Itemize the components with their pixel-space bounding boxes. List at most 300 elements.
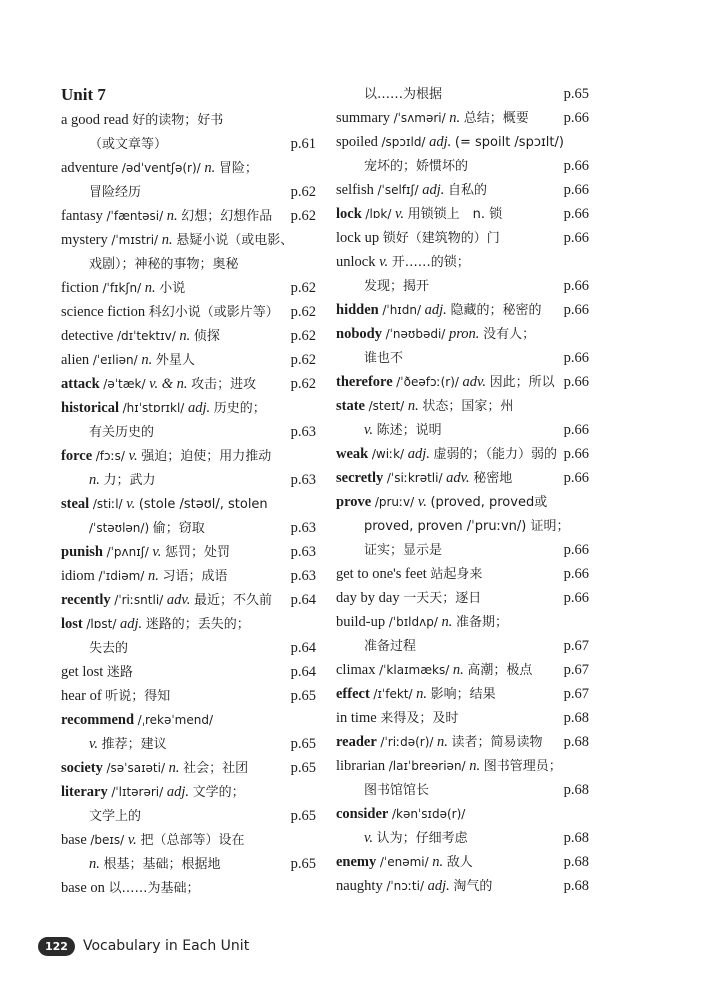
definition: 侦探 — [193, 329, 220, 344]
vocab-entry — [336, 562, 589, 586]
entry-text — [61, 280, 185, 296]
headword: day by day — [336, 590, 400, 606]
headword: nobody — [336, 326, 382, 342]
definition: 影响；结果 — [430, 687, 496, 702]
part-of-speech: v. — [128, 448, 138, 464]
vocab-entry — [61, 708, 316, 732]
entry-text — [61, 472, 156, 488]
vocab-entry — [61, 276, 316, 300]
page-reference: p.65 — [290, 808, 316, 824]
entry-text — [336, 158, 468, 174]
part-of-speech: v. — [364, 830, 373, 846]
part-of-speech: n. — [469, 758, 481, 774]
definition: 迷路 — [106, 665, 133, 680]
phonetic: /laɪˈbreəriən/ — [388, 759, 466, 773]
entry-text — [336, 518, 570, 534]
definition: 发现；揭开 — [364, 279, 430, 294]
definition: 没有人； — [483, 327, 536, 342]
entry-text — [61, 400, 266, 416]
headword: selfish — [336, 182, 374, 198]
page-reference: p.65 — [290, 856, 316, 872]
definition: 把（总部等）设在 — [140, 833, 245, 848]
vocab-entry — [61, 588, 316, 612]
definition: 历史的； — [213, 401, 266, 416]
vocab-entry — [61, 540, 316, 564]
vocab-entry — [61, 204, 316, 228]
headword: steal — [61, 496, 90, 512]
entry-text — [336, 110, 529, 126]
page-reference: p.63 — [290, 424, 316, 440]
vocab-entry — [336, 442, 589, 466]
definition: 陈述；说明 — [376, 423, 442, 438]
headword: a good read — [61, 112, 129, 128]
headword: fiction — [61, 280, 99, 296]
part-of-speech: n. — [416, 686, 428, 702]
headword: lost — [61, 616, 83, 632]
part-of-speech: n. — [89, 472, 100, 488]
entry-text — [336, 854, 473, 870]
part-of-speech: n. — [449, 110, 461, 126]
page-reference: p.66 — [563, 302, 589, 318]
definition: 敌人 — [446, 855, 473, 870]
definition: 文学上的 — [89, 809, 142, 824]
phonetic: /ˈklaɪmæks/ — [379, 663, 450, 677]
entry-text — [336, 422, 442, 438]
entry-text — [61, 880, 200, 896]
definition: 文学的； — [192, 785, 245, 800]
page-footer — [38, 934, 249, 958]
page-reference: p.66 — [563, 110, 589, 126]
phonetic: /ˈenəmi/ — [379, 855, 429, 869]
definition: (proved, proved或 — [430, 495, 548, 510]
part-of-speech: adj. — [424, 302, 447, 318]
definition: 谁也不 — [364, 351, 404, 366]
part-of-speech: n. — [437, 734, 448, 750]
headword: state — [336, 398, 365, 414]
entry-text — [336, 806, 465, 822]
headword: enemy — [336, 854, 377, 870]
entry-continuation — [61, 468, 316, 492]
phonetic: /ˈnəʊbədi/ — [385, 327, 446, 341]
vocab-entry — [336, 706, 589, 730]
part-of-speech: v. — [364, 422, 373, 438]
definition: 秘密地 — [473, 471, 513, 486]
entry-text — [336, 470, 512, 486]
page-reference: p.64 — [290, 664, 316, 680]
page-reference: p.63 — [290, 472, 316, 488]
part-of-speech: n. — [407, 398, 419, 414]
definition: 习语；成语 — [162, 569, 228, 584]
entry-text — [336, 782, 429, 798]
entry-continuation — [61, 516, 316, 540]
part-of-speech: v. — [89, 736, 98, 752]
definition: 惩罚；处罚 — [165, 545, 231, 560]
vocab-entry — [336, 226, 589, 250]
page-reference: p.62 — [290, 304, 316, 320]
vocab-entry — [336, 250, 589, 274]
page-reference: p.62 — [290, 328, 316, 344]
part-of-speech: n. — [179, 328, 191, 344]
entry-text — [61, 160, 258, 176]
part-of-speech: v. — [379, 254, 389, 270]
headword: hear of — [61, 688, 102, 704]
definition: 听说；得知 — [105, 689, 171, 704]
headword: punish — [61, 544, 103, 560]
headword: get to one's feet — [336, 566, 427, 582]
entry-text — [61, 520, 205, 536]
page-reference: p.66 — [563, 230, 589, 246]
entry-continuation — [336, 826, 589, 850]
definition: 戏剧）；神秘的事物；奥秘 — [89, 257, 239, 272]
entry-text — [336, 830, 468, 846]
definition: 自私的 — [447, 183, 487, 198]
definition: 虚弱的；（能力）弱的 — [433, 447, 558, 462]
part-of-speech: v. & n. — [149, 376, 188, 392]
definition: 总结；概要 — [463, 111, 529, 126]
definition: 强迫；迫使；用力推动 — [141, 449, 272, 464]
page-reference: p.66 — [563, 422, 589, 438]
headword: historical — [61, 400, 119, 416]
vocab-entry — [336, 106, 589, 130]
entry-continuation — [336, 778, 589, 802]
definition: 幻想；幻想作品 — [181, 209, 273, 224]
page-reference: p.68 — [563, 782, 589, 798]
entry-text — [336, 254, 470, 270]
definition: （或文章等） — [89, 137, 168, 152]
phonetic: /ˌrekəˈmend/ — [137, 713, 214, 727]
phonetic: /ˈðeəfɔː(r)/ — [396, 375, 459, 389]
entry-text — [61, 568, 227, 584]
definition: 最近；不久前 — [193, 593, 272, 608]
entry-text — [336, 182, 487, 198]
page-reference: p.68 — [563, 854, 589, 870]
right-column — [336, 82, 589, 898]
phonetic: /əˈtæk/ — [103, 377, 146, 391]
page-reference: p.65 — [290, 760, 316, 776]
entry-continuation — [336, 538, 589, 562]
part-of-speech: n. — [144, 280, 156, 296]
definition: 力；武力 — [103, 473, 156, 488]
page-reference: p.68 — [563, 734, 589, 750]
page-reference: p.66 — [563, 278, 589, 294]
part-of-speech: adj. — [166, 784, 189, 800]
headword: secretly — [336, 470, 384, 486]
headword: society — [61, 760, 103, 776]
entry-text — [61, 352, 195, 368]
vocab-entry — [336, 610, 589, 634]
entry-continuation — [61, 732, 316, 756]
vocab-entry — [336, 322, 589, 346]
definition: 根基；基础；根据地 — [103, 857, 221, 872]
entry-continuation — [61, 420, 316, 444]
entry-text — [61, 424, 154, 440]
definition: proved, proven /ˈpruːvn/) 证明； — [364, 519, 570, 534]
headword: mystery — [61, 232, 108, 248]
entry-text — [336, 278, 429, 294]
page-reference: p.65 — [290, 736, 316, 752]
phonetic: /steɪt/ — [368, 399, 405, 413]
entry-continuation — [336, 82, 589, 106]
phonetic: /lɒk/ — [365, 207, 392, 221]
headword: get lost — [61, 664, 104, 680]
part-of-speech: v. — [127, 832, 137, 848]
vocab-entry — [61, 876, 316, 900]
definition: 站起身来 — [430, 567, 483, 582]
vocab-entry — [336, 490, 589, 514]
definition: 高潮；极点 — [467, 663, 533, 678]
headword: climax — [336, 662, 376, 678]
phonetic: /ˈstəʊlən/) — [89, 521, 150, 535]
phonetic: /fɔːs/ — [95, 449, 125, 463]
vocab-entry — [336, 394, 589, 418]
entry-text — [336, 350, 403, 366]
definition: 因此；所以 — [489, 375, 555, 390]
vocab-entry — [336, 586, 589, 610]
phonetic: /ɪˈfekt/ — [373, 687, 413, 701]
phonetic: /kənˈsɪdə(r)/ — [391, 807, 466, 821]
page-reference: p.67 — [563, 638, 589, 654]
page-reference: p.66 — [563, 350, 589, 366]
definition: 有关历史的 — [89, 425, 155, 440]
page-reference: p.62 — [290, 280, 316, 296]
vocab-entry — [336, 202, 589, 226]
vocab-entry — [61, 564, 316, 588]
vocab-entry — [61, 228, 316, 252]
entry-continuation — [61, 852, 316, 876]
entry-text — [336, 230, 500, 246]
phonetic: /ˈhɪdn/ — [382, 303, 422, 317]
page-reference: p.66 — [563, 542, 589, 558]
vocab-entry — [61, 324, 316, 348]
phonetic: /pruːv/ — [374, 495, 415, 509]
entry-text — [336, 710, 458, 726]
vocab-entry — [61, 300, 316, 324]
unit-title: Unit 7 — [61, 85, 106, 104]
headword: librarian — [336, 758, 386, 774]
headword: idiom — [61, 568, 95, 584]
entry-text — [61, 832, 244, 848]
part-of-speech: n. — [147, 568, 159, 584]
entry-continuation — [336, 346, 589, 370]
phonetic: /ˈsiːkrətli/ — [386, 471, 443, 485]
entry-text — [336, 638, 416, 654]
entry-text — [336, 134, 564, 150]
definition: 外星人 — [155, 353, 195, 368]
headword: literary — [61, 784, 108, 800]
part-of-speech: adj. — [429, 134, 452, 150]
definition: (= spoilt /spɔɪlt/) — [454, 135, 564, 150]
part-of-speech: adv. — [462, 374, 487, 390]
headword: attack — [61, 376, 100, 392]
definition: 准备过程 — [364, 639, 417, 654]
page-reference: p.62 — [290, 208, 316, 224]
entry-text — [61, 808, 141, 824]
part-of-speech: v. — [395, 206, 405, 222]
definition: 悬疑小说（或电影、 — [176, 233, 294, 248]
entry-continuation — [336, 514, 589, 538]
entry-continuation — [336, 418, 589, 442]
definition: 淘气的 — [453, 879, 493, 894]
headword: naughty — [336, 878, 383, 894]
phonetic: /ˈnɔːti/ — [386, 879, 425, 893]
part-of-speech: n. — [204, 160, 216, 176]
entry-text — [61, 592, 272, 608]
entry-text — [61, 784, 245, 800]
left-column — [61, 82, 316, 900]
part-of-speech: n. — [452, 662, 464, 678]
definition: 推荐；建议 — [101, 737, 167, 752]
phonetic: /ˈfæntəsi/ — [106, 209, 164, 223]
vocab-entry — [61, 108, 316, 132]
entry-text — [336, 326, 535, 342]
part-of-speech: v. — [417, 494, 427, 510]
definition: 偷；窃取 — [152, 521, 205, 536]
page-reference: p.66 — [563, 182, 589, 198]
vocab-entry — [61, 684, 316, 708]
phonetic: /ˈriːdə(r)/ — [380, 735, 434, 749]
definition: 迷路的；丢失的； — [145, 617, 250, 632]
vocab-entry — [61, 348, 316, 372]
page-reference: p.67 — [563, 686, 589, 702]
headword: force — [61, 448, 93, 464]
entry-text — [336, 302, 541, 318]
part-of-speech: n. — [166, 208, 178, 224]
phonetic: /beɪs/ — [90, 833, 125, 847]
part-of-speech: n. — [89, 856, 100, 872]
entry-continuation — [61, 180, 316, 204]
entry-continuation — [61, 132, 316, 156]
part-of-speech: adj. — [427, 878, 450, 894]
entry-text — [61, 640, 128, 656]
entry-text — [61, 304, 279, 320]
entry-text — [61, 232, 293, 248]
definition: 一天天；逐日 — [403, 591, 482, 606]
headword: therefore — [336, 374, 393, 390]
entry-text — [61, 256, 239, 272]
headword: in time — [336, 710, 377, 726]
vocab-entry — [61, 780, 316, 804]
entry-text — [336, 734, 543, 750]
entry-continuation — [336, 274, 589, 298]
entry-text — [61, 208, 272, 224]
section-title: Vocabulary in Each Unit — [82, 938, 250, 954]
vocab-entry — [61, 396, 316, 420]
definition: 小说 — [159, 281, 186, 296]
entry-text — [336, 398, 513, 414]
page-reference: p.66 — [563, 158, 589, 174]
entry-text — [61, 664, 133, 680]
vocab-entry — [336, 298, 589, 322]
vocab-entry — [336, 178, 589, 202]
entry-text — [336, 206, 502, 222]
part-of-speech: n. — [168, 760, 180, 776]
page-reference: p.63 — [290, 568, 316, 584]
entry-continuation — [61, 252, 316, 276]
part-of-speech: n. — [161, 232, 173, 248]
phonetic: /ˈlɪtərəri/ — [111, 785, 164, 799]
phonetic: /hɪˈstɒrɪkl/ — [122, 401, 185, 415]
part-of-speech: adj. — [120, 616, 143, 632]
vocab-entry — [336, 682, 589, 706]
entry-text — [336, 494, 547, 510]
phonetic: /dɪˈtektɪv/ — [116, 329, 176, 343]
vocab-entry — [336, 370, 589, 394]
headword: lock — [336, 206, 362, 222]
entry-continuation — [336, 154, 589, 178]
phonetic: /ədˈventʃə(r)/ — [121, 161, 201, 175]
entry-text — [61, 376, 256, 392]
definition: 来得及；及时 — [380, 711, 459, 726]
entry-text — [61, 448, 271, 464]
entry-text — [336, 374, 555, 390]
entry-text — [336, 758, 562, 774]
definition: 状态；国家；州 — [422, 399, 514, 414]
page-reference: p.66 — [563, 590, 589, 606]
definition: 攻击；进攻 — [191, 377, 257, 392]
phonetic: /ˈmɪstri/ — [111, 233, 159, 247]
page-reference: p.64 — [290, 592, 316, 608]
definition: 读者；简易读物 — [451, 735, 543, 750]
entry-continuation — [61, 636, 316, 660]
entry-text — [336, 590, 481, 606]
part-of-speech: adv. — [166, 592, 191, 608]
phonetic: /ˈɪdiəm/ — [98, 569, 145, 583]
headword: alien — [61, 352, 90, 368]
entry-text — [61, 184, 141, 200]
page-reference: p.63 — [290, 544, 316, 560]
phonetic: /ˈbɪldʌp/ — [388, 615, 438, 629]
vocab-entry — [336, 850, 589, 874]
phonetic: /ˈriːsntli/ — [114, 593, 164, 607]
vocab-entry — [336, 874, 589, 898]
entry-text — [61, 496, 268, 512]
entry-text — [336, 662, 532, 678]
vocab-entry — [336, 658, 589, 682]
part-of-speech: v. — [126, 496, 136, 512]
definition: 证实；显示是 — [364, 543, 443, 558]
definition: 用锁锁上 n. 锁 — [407, 207, 503, 222]
entry-text — [61, 856, 221, 872]
vocab-entry — [61, 492, 316, 516]
headword: base — [61, 832, 87, 848]
vocab-entry — [336, 130, 589, 154]
page-reference: p.62 — [290, 376, 316, 392]
phonetic: /wiːk/ — [371, 447, 405, 461]
part-of-speech: adj. — [422, 182, 445, 198]
phonetic: /səˈsaɪəti/ — [106, 761, 166, 775]
vocab-entry — [61, 444, 316, 468]
headword: effect — [336, 686, 370, 702]
entry-text — [61, 616, 250, 632]
definition: 冒险经历 — [89, 185, 142, 200]
page-reference: p.64 — [290, 640, 316, 656]
entry-text — [336, 86, 442, 102]
headword: lock up — [336, 230, 380, 246]
entry-text — [336, 566, 482, 582]
page-reference: p.66 — [563, 470, 589, 486]
page-number-badge: 122 — [38, 937, 75, 956]
definition: 准备期； — [456, 615, 509, 630]
headword: reader — [336, 734, 377, 750]
entry-continuation — [61, 804, 316, 828]
phonetic: /ˈpʌnɪʃ/ — [106, 545, 149, 559]
headword: summary — [336, 110, 390, 126]
vocab-entry — [61, 756, 316, 780]
phonetic: /spɔɪld/ — [381, 135, 426, 149]
definition: 科幻小说（或影片等） — [148, 305, 279, 320]
page-reference: p.61 — [290, 136, 316, 152]
page-reference: p.62 — [290, 184, 316, 200]
